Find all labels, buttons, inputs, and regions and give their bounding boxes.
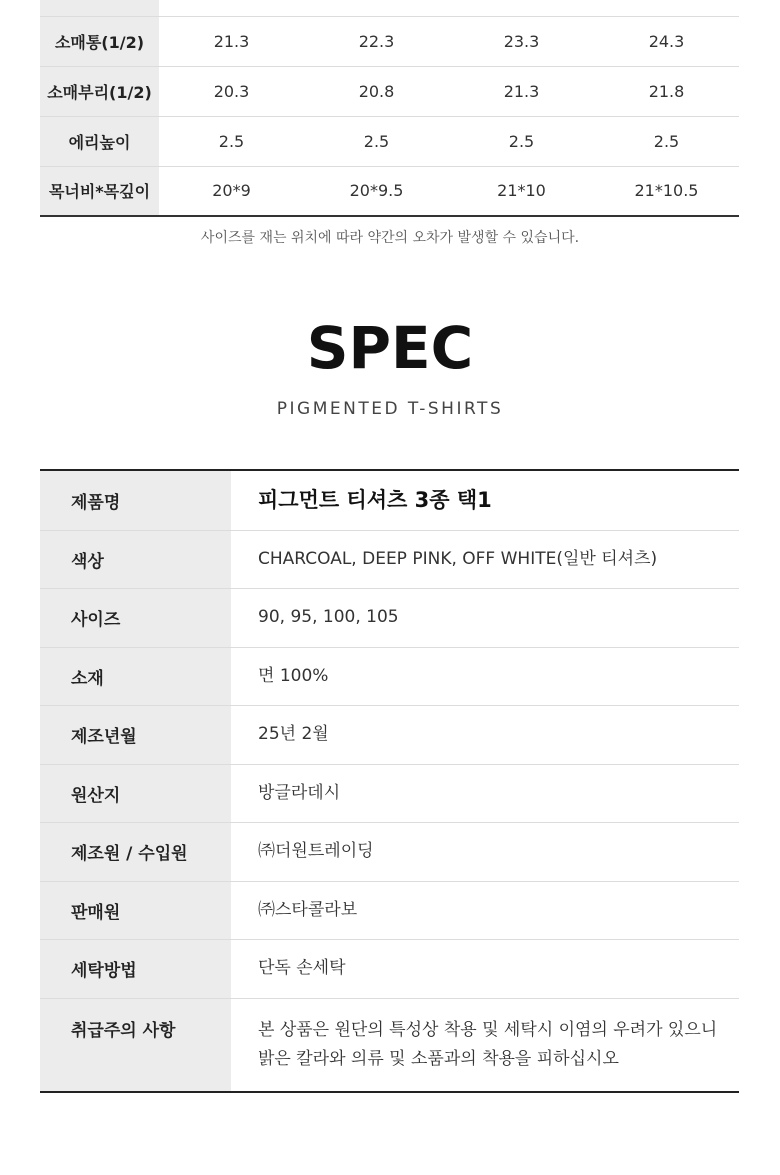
table-cell: 20*9 xyxy=(159,166,304,216)
spec-value: 단독 손세탁 xyxy=(231,940,739,999)
spec-label: 제조년월 xyxy=(40,706,231,765)
spec-row-product-name xyxy=(40,470,739,530)
spec-label: 세탁방법 xyxy=(40,940,231,999)
table-cell: 20.8 xyxy=(304,66,449,116)
spec-table xyxy=(40,469,739,1093)
table-row xyxy=(40,16,739,66)
spec-label: 판매원 xyxy=(40,881,231,940)
spec-value: 90, 95, 100, 105 xyxy=(231,589,739,648)
table-cell: 21.8 xyxy=(594,66,739,116)
spec-row-caution xyxy=(40,998,739,1092)
spec-subtitle: PIGMENTED T-SHIRTS xyxy=(276,399,504,419)
spec-value: 25년 2월 xyxy=(231,706,739,765)
table-cell: 2.5 xyxy=(304,116,449,166)
spec-label: 색상 xyxy=(40,530,231,589)
table-cell: 21*10.5 xyxy=(594,166,739,216)
spec-label: 사이즈 xyxy=(40,589,231,648)
spec-value: 면 100% xyxy=(231,647,739,706)
spec-label: 취급주의 사항 xyxy=(40,998,231,1092)
table-cell xyxy=(594,0,739,16)
caution-line: 본 상품은 원단의 특성상 착용 및 세탁시 이염의 우려가 있으니 xyxy=(258,1019,718,1040)
spec-title: SPEC xyxy=(306,314,474,382)
spec-row-size xyxy=(40,589,739,648)
table-row xyxy=(40,116,739,166)
spec-value: ㈜더원트레이딩 xyxy=(231,823,739,882)
caution-line: 밝은 칼라와 의류 및 소품과의 착용을 피하십시오 xyxy=(258,1048,619,1069)
spec-row-seller xyxy=(40,881,739,940)
spec-row-wash xyxy=(40,940,739,999)
table-cell: 21.3 xyxy=(159,16,304,66)
spec-row-manufacturer xyxy=(40,823,739,882)
size-note: 사이즈를 재는 위치에 따라 약간의 오차가 발생할 수 있습니다. xyxy=(200,230,580,246)
spec-label: 원산지 xyxy=(40,764,231,823)
table-cell xyxy=(449,0,594,16)
row-label: 소매부리(1/2) xyxy=(40,66,159,116)
table-row xyxy=(40,0,739,16)
spec-row-material xyxy=(40,647,739,706)
row-label: 목너비*목깊이 xyxy=(40,166,159,216)
table-cell: 2.5 xyxy=(159,116,304,166)
table-row xyxy=(40,66,739,116)
spec-value xyxy=(231,998,739,1092)
table-cell: 22.3 xyxy=(304,16,449,66)
spec-value: 방글라데시 xyxy=(231,764,739,823)
spec-value: CHARCOAL, DEEP PINK, OFF WHITE(일반 티셔츠) xyxy=(231,530,739,589)
spec-row-origin xyxy=(40,764,739,823)
table-cell: 24.3 xyxy=(594,16,739,66)
size-table xyxy=(40,0,739,217)
spec-value: 피그먼트 티셔츠 3종 택1 xyxy=(231,470,739,530)
table-cell xyxy=(159,0,304,16)
spec-label: 제품명 xyxy=(40,470,231,530)
table-cell: 2.5 xyxy=(449,116,594,166)
table-cell: 20.3 xyxy=(159,66,304,116)
table-cell: 23.3 xyxy=(449,16,594,66)
table-cell: 21.3 xyxy=(449,66,594,116)
table-cell: 21*10 xyxy=(449,166,594,216)
row-label: 소매통(1/2) xyxy=(40,16,159,66)
row-label xyxy=(40,0,159,16)
table-cell xyxy=(304,0,449,16)
table-cell: 20*9.5 xyxy=(304,166,449,216)
spec-value: ㈜스타콜라보 xyxy=(231,881,739,940)
spec-row-color xyxy=(40,530,739,589)
table-cell: 2.5 xyxy=(594,116,739,166)
table-row xyxy=(40,166,739,216)
row-label: 에리높이 xyxy=(40,116,159,166)
spec-label: 제조원 / 수입원 xyxy=(40,823,231,882)
spec-row-manufacture-date xyxy=(40,706,739,765)
spec-label: 소재 xyxy=(40,647,231,706)
